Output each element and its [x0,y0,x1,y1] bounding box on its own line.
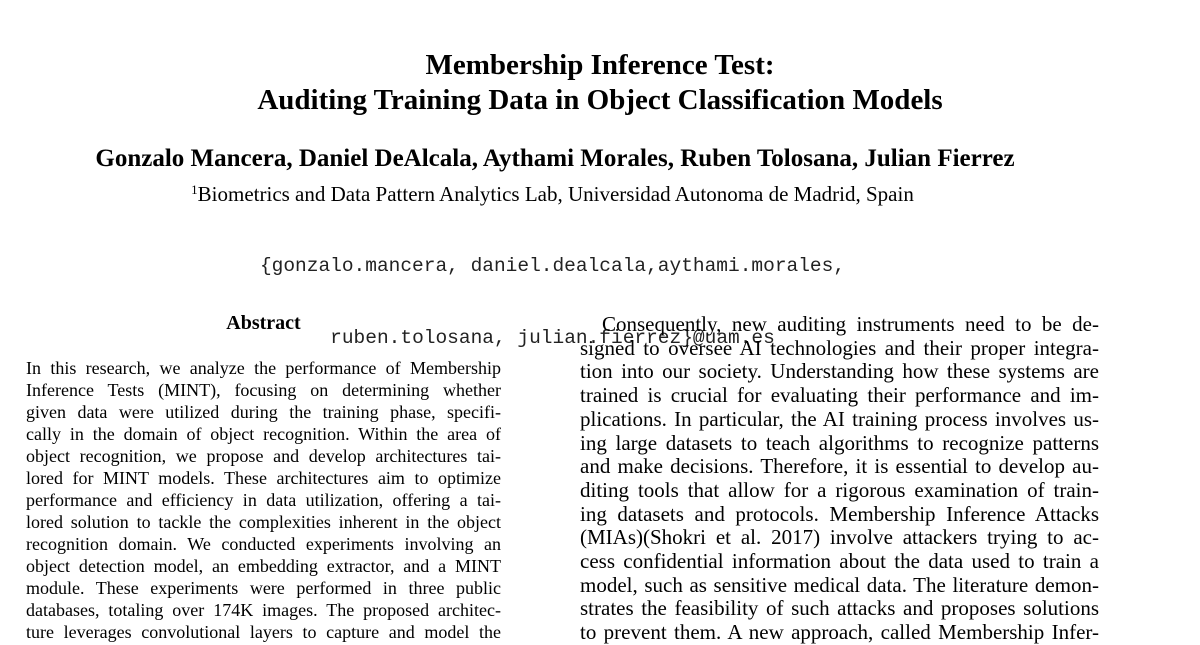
emails-line-2: ruben.tolosana, julian.fierrez}@uam.es [330,327,775,349]
abstract-line: lored solution to tackle the complexities inherent in the object [26,512,501,532]
paper-title [0,48,1200,118]
abstract-line: recognition domain. We conducted experiments involving an [26,534,501,554]
body-line: and make decisions. Therefore, it is essential to develop au- [580,454,1099,479]
abstract-line: module. These experiments were performed in three public [26,578,501,598]
body-line: model, such as sensitive medical data. The literature demon- [580,572,1099,597]
body-text [580,313,1099,645]
title-line-1: Membership Inference Test: [425,49,775,81]
emails-line-1: {gonzalo.mancera, daniel.dealcala,aythami.morales, [259,255,846,277]
body-line: tion into our society. Understanding how these systems are [580,359,1099,384]
abstract-heading: Abstract [226,312,301,334]
body-line: diting tools that allow for a rigorous examination of train- [580,477,1099,502]
affiliation-mark: 1 [191,182,198,197]
abstract-line: databases, totaling over 174K images. The proposed architec- [26,600,501,620]
body-line: to prevent them. A new approach, called Membership Infer- [580,620,1099,645]
body-line: trained is crucial for evaluating their performance and im- [580,383,1099,408]
title-line-2: Auditing Training Data in Object Classification Models [257,84,943,116]
abstract-line: ture leverages convolutional layers to capture and model the [26,622,501,642]
body-line: (MIAs)(Shokri et al. 2017) involve attackers trying to ac- [580,525,1099,550]
body-line: signed to oversee AI technologies and their proper integra- [580,335,1099,360]
abstract-line: cally in the domain of object recognition. Within the area of [26,424,501,444]
abstract-line: performance and efficiency in data utilization, offering a tai- [26,490,501,510]
affiliation-text: Biometrics and Data Pattern Analytics Lab, Universidad Autonoma de Madrid, Spain [197,182,914,206]
body-line-first: Consequently, new auditing instruments need to be de- [602,312,1099,336]
affiliation [0,182,1105,207]
abstract-line: object recognition, we propose and develop architectures tai- [26,446,501,466]
body-line: strates the feasibility of such attacks and proposes solutions [580,596,1099,621]
abstract-line: given data were utilized during the training phase, specifi- [26,402,501,422]
abstract-line: Inference Tests (MINT), focusing on determining whether [26,380,501,400]
abstract-line: lored for MINT models. These architectures aim to optimize [26,468,501,488]
abstract-line: object detection model, an embedding extractor, and a MINT [26,556,501,576]
author-list: Gonzalo Mancera, Daniel DeAlcala, Aythami Morales, Ruben Tolosana, Julian Fierrez [95,145,1015,172]
abstract-text [26,357,501,643]
body-line: plications. In particular, the AI training process involves us- [580,406,1099,431]
body-line: ing datasets and protocols. Membership Inference Attacks [580,501,1099,526]
abstract-line: In this research, we analyze the performance of Membership [26,358,501,378]
body-line: cess confidential information about the data used to train a [580,549,1099,574]
body-line: ing large datasets to teach algorithms to recognize patterns [580,430,1099,455]
